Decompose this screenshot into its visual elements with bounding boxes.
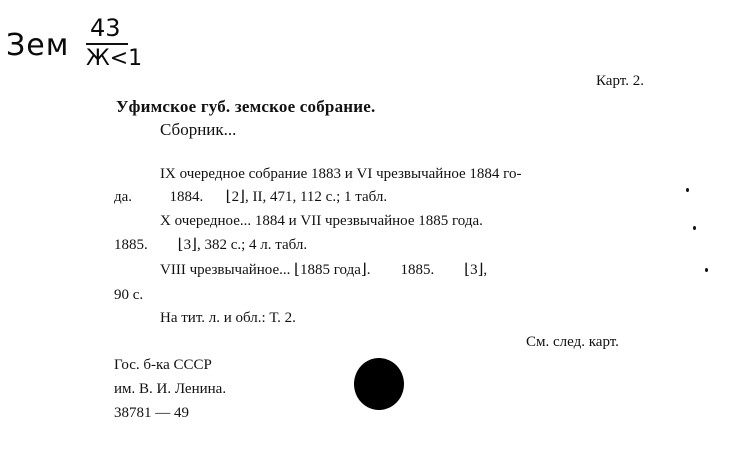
shelfmark-bottom: Ж<1: [86, 46, 143, 71]
punch-hole: [354, 358, 404, 410]
speck: [705, 268, 708, 272]
description-line-5: VIII чрезвычайное... ⌊1885 года⌋. 1885. ⌊3⌋,: [160, 262, 488, 278]
shelfmark-fraction-line: [86, 43, 128, 45]
shelfmark-top: 43: [90, 14, 121, 42]
shelfmark-prefix: Зем: [6, 28, 70, 63]
description-line-4: 1885. ⌊3⌋, 382 с.; 4 л. табл.: [114, 237, 308, 253]
library-line-2: им. В. И. Ленина.: [114, 381, 227, 397]
description-line-7: На тит. л. и обл.: Т. 2.: [160, 310, 296, 326]
card-number: Карт. 2.: [596, 73, 644, 89]
library-line-1: Гос. б-ка СССР: [114, 357, 212, 373]
see-next-card: См. след. карт.: [526, 334, 619, 350]
subtitle: Сборник...: [160, 120, 237, 139]
description-line-6: 90 с.: [114, 287, 144, 303]
description-line-3: X очередное... 1884 и VII чрезвычайное 1885 года.: [160, 213, 483, 229]
speck: [686, 188, 689, 192]
library-line-3: 38781 — 49: [114, 405, 189, 421]
description-line-2: да. 1884. ⌊2⌋, II, 471, 112 с.; 1 табл.: [114, 189, 388, 205]
heading: Уфимское губ. земское собрание.: [116, 97, 376, 116]
speck: [693, 226, 696, 230]
description-line-1: IX очередное собрание 1883 и VI чрезвычайное 1884 го-: [160, 166, 522, 182]
